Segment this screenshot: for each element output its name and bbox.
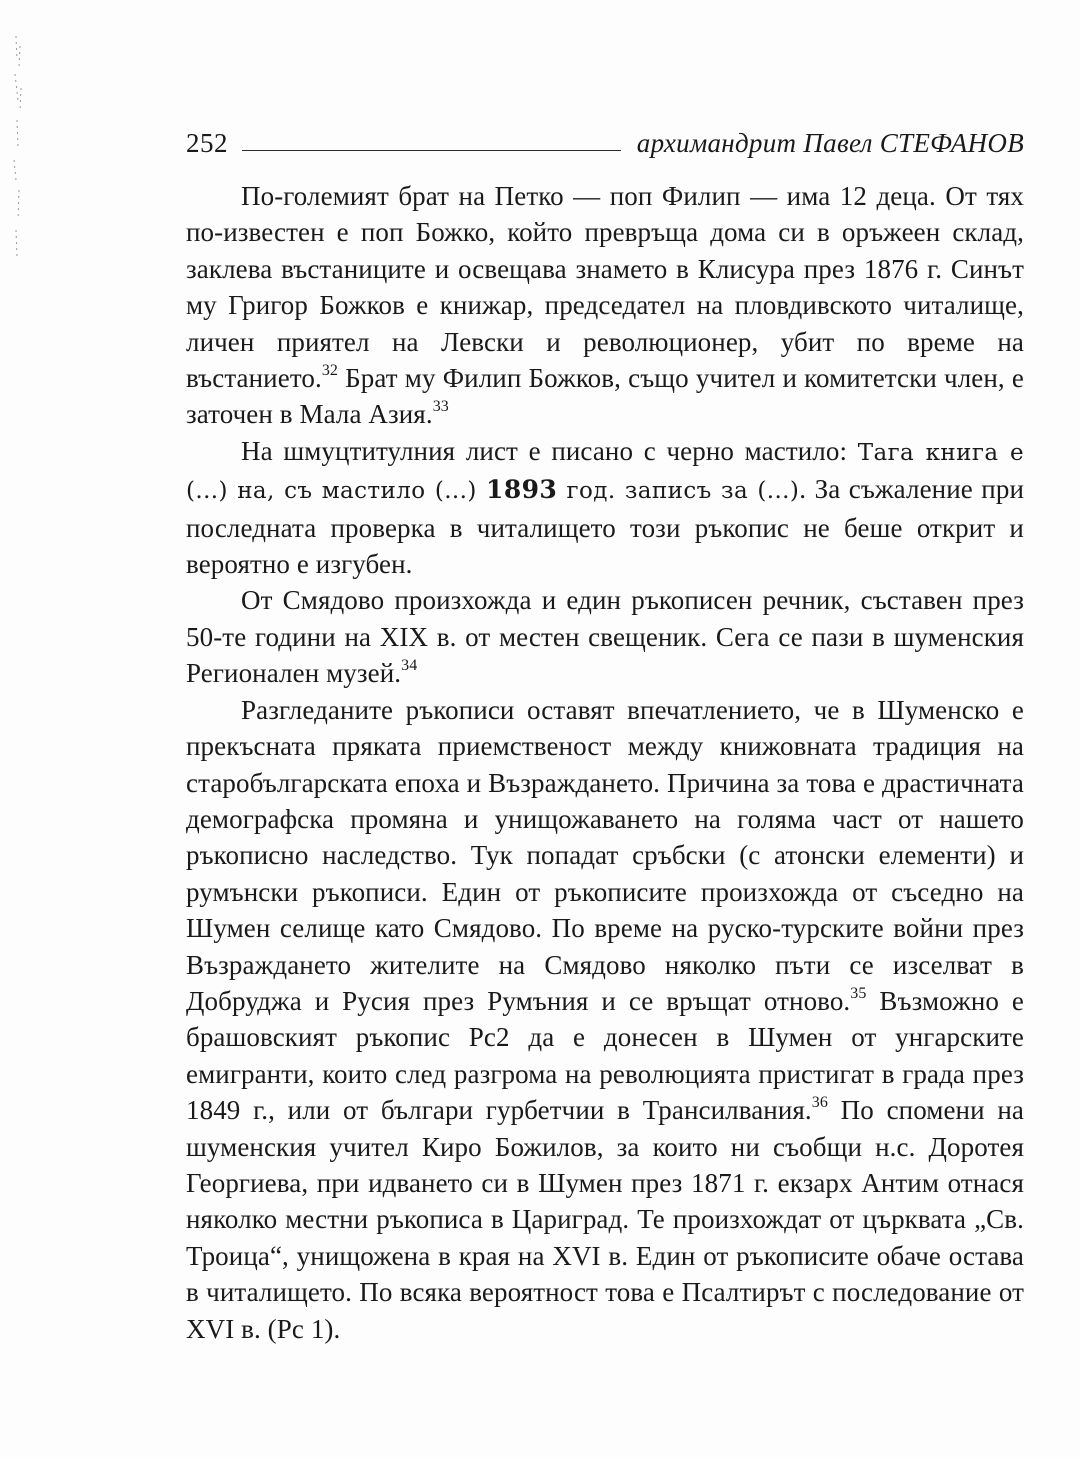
paragraph-text: . За съжаление при последната проверка в читалището този ръкопис не беше открит и вероятно е изгубен.	[186, 474, 1024, 580]
page-number: 252	[186, 128, 228, 158]
body-text	[186, 178, 1024, 1347]
footnote-ref[interactable]: 34	[401, 657, 418, 675]
old-script-inscription: год. записъ за (...)	[557, 478, 800, 505]
footnote-ref[interactable]: 35	[850, 984, 867, 1002]
paragraph-4	[186, 692, 1024, 1347]
paragraph-2	[186, 433, 1024, 583]
paragraph-text: По-големият брат на Петко — поп Филип — има 12 деца. От тях по-известен е поп Божко, който превръща дома си в оръжеен склад, заклева въстаниците и освещава знамето в Клисура през 1876 г. Синът му Григор Божков е книжар, председател на пловдивското читалище, личен приятел на Левски и революционер, убит по време на въстанието.	[186, 181, 1024, 394]
old-script-inscription: Тага книга е (...) на, съ мастило (...)	[186, 439, 1024, 505]
footnote-ref[interactable]: 32	[321, 362, 339, 380]
paragraph-3	[186, 582, 1024, 691]
footnote-ref[interactable]: 33	[432, 398, 449, 416]
paragraph-text: Разгледаните ръкописи оставят впечатлението, че в Шуменско е прекъсната пряката приемственост между книжовната традиция на старобългарската епоха и Възраждането. Причина за това е драстичната демографска промяна и унищожаването на голяма част от нашето ръкописно наследство. Тук попадат сръбски (с атонски елементи) и румънски ръкописи. Един от ръкописите произхожда от съседно на Шумен селище като Смядово. По време на руско-турските войни през Възраждането жителите на Смядово няколко пъти се изселват в Добруджа и Русия през Румъния и се връщат отново.	[186, 694, 1024, 1016]
paragraph-text: Брат му Филип Божков, също учител и комитетски член, е заточен в Мала Азия.	[186, 363, 1024, 430]
paragraph-text: По спомени на шуменския учител Киро Божилов, за които ни съобщи н.с. Доротея Георгиева, при идването си в Шумен през 1871 г. екзарх Антим отнася няколко местни ръкописа в Цариград. Те произхождат от църквата „Св. Троица“, унищожена в края на XVI в. Един от ръкописите обаче остава в читалището. По всяка вероятност това е Псалтирът с последование от XVI в. (Рс 1).	[186, 1095, 1025, 1344]
running-header	[186, 118, 1024, 158]
paragraph-1	[186, 178, 1024, 433]
header-rule	[242, 150, 621, 151]
paragraph-text: Възможно е брашовският ръкопис Рс2 да е донесен в Шумен от унгарските емигранти, които след разгрома на революцията пристигат в града през 1849 г., или от българи гурбетчии в Трансилвания.	[186, 985, 1025, 1126]
scan-edge-marks	[6, 30, 30, 260]
old-script-year: 1893	[486, 475, 558, 505]
footnote-ref[interactable]: 36	[811, 1094, 828, 1112]
paragraph-text: От Смядово произхожда и един ръкописен речник, съставен през 50-те години на XIX в. от местен свещеник. Сега се пази в шуменския Регионален музей.	[186, 585, 1024, 689]
paragraph-text: На шмуцтитулния лист е писано с черно мастило:	[241, 435, 858, 466]
running-head-author: архимандрит Павел СТЕФАНОВ	[636, 128, 1024, 158]
